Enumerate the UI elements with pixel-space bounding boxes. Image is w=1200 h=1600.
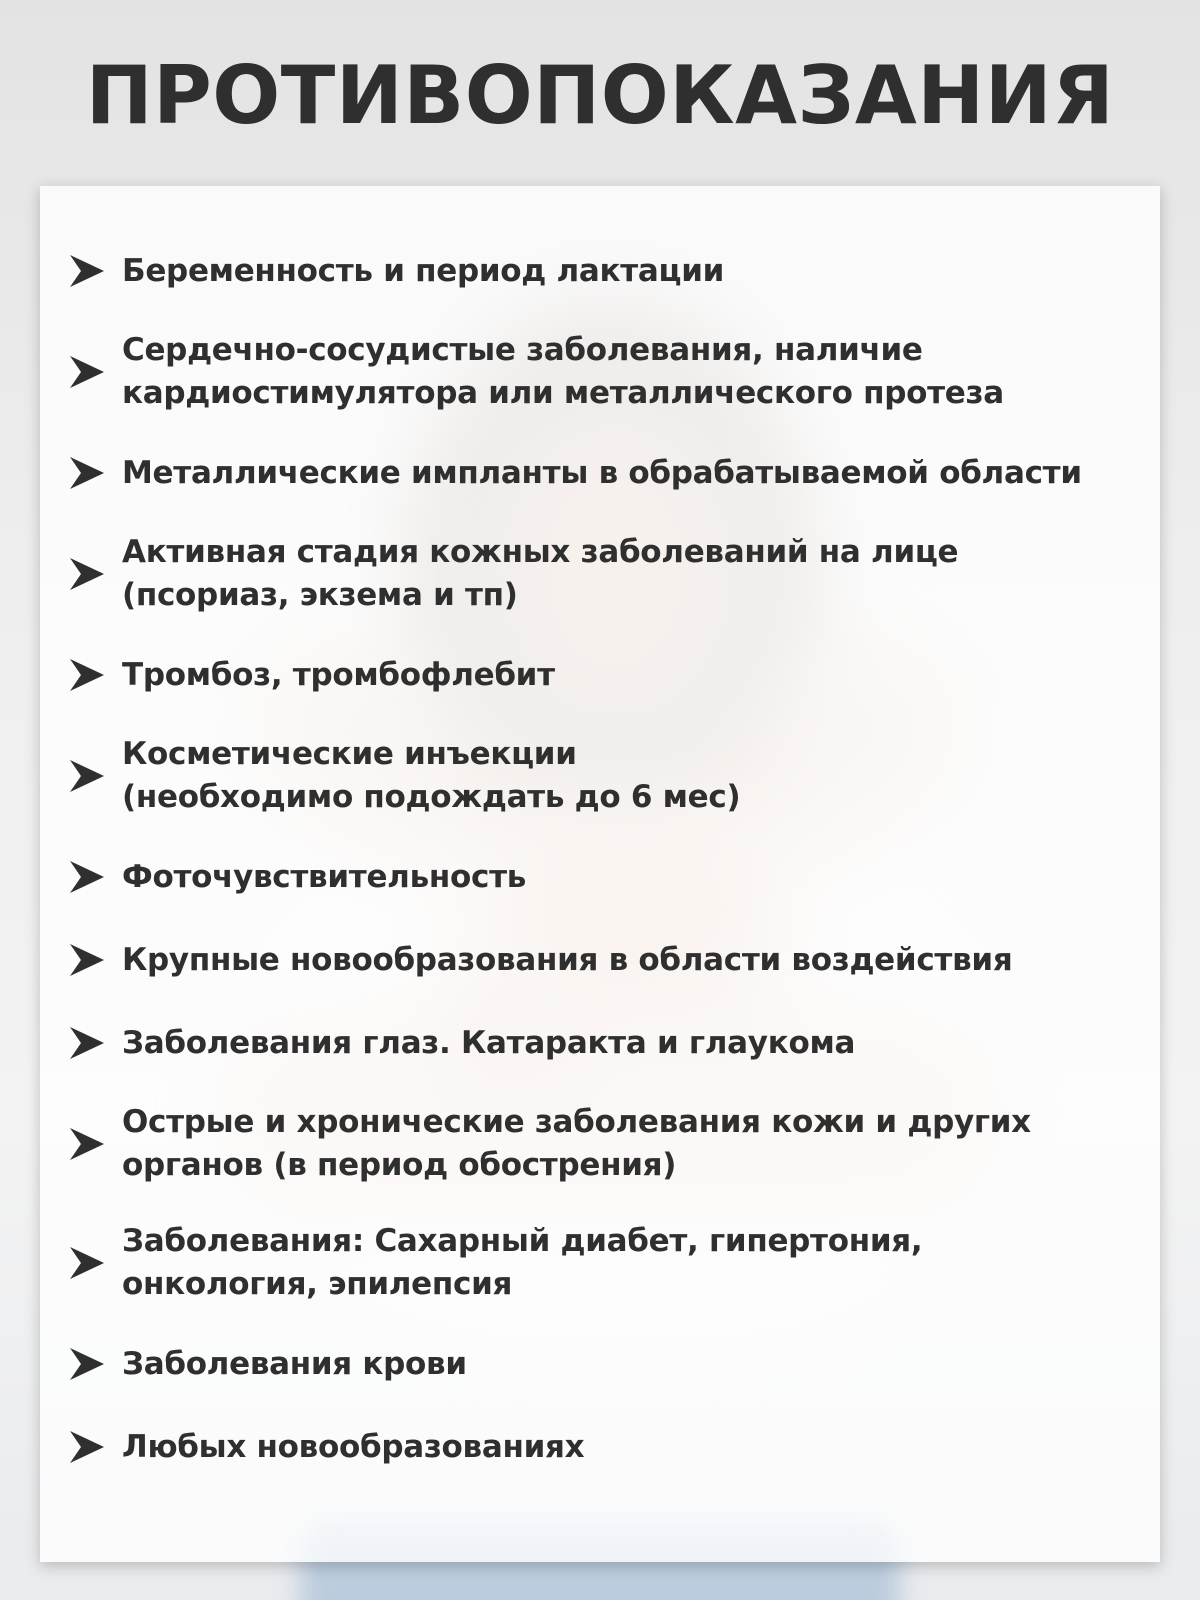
contraindications-card [40, 186, 1160, 1562]
item-text: Заболевания: Сахарный диабет, гипертония, онкология, эпилепсия [122, 1223, 923, 1302]
item-text: Сердечно-сосудистые заболевания, наличие кардиостимулятора или металлического протеза [122, 332, 1004, 411]
item-text: Тромбоз, тромбофлебит [122, 656, 555, 693]
item-text: Заболевания глаз. Катаракта и глаукома [122, 1024, 856, 1061]
arrow-bullet-icon [68, 859, 122, 895]
item-text: Фоточувствительность [122, 858, 527, 895]
arrow-bullet-icon [68, 354, 122, 390]
item-text: Заболевания крови [122, 1345, 467, 1382]
list-item [68, 448, 1154, 498]
item-text: Металлические импланты в обрабатываемой области [122, 454, 1082, 491]
item-text: Крупные новообразования в области воздействия [122, 941, 1013, 978]
arrow-bullet-icon [68, 1346, 122, 1382]
list-item [68, 852, 1154, 902]
item-text: Косметические инъекции (необходимо подождать до 6 мес) [122, 736, 741, 815]
list-item [68, 650, 1154, 700]
arrow-bullet-icon [68, 556, 122, 592]
item-text: Активная стадия кожных заболеваний на лице (псориаз, экзема и тп) [122, 534, 959, 613]
arrow-bullet-icon [68, 1126, 122, 1162]
list-item [68, 1018, 1154, 1068]
item-text: Беременность и период лактации [122, 252, 725, 289]
list-item [68, 935, 1154, 985]
arrow-bullet-icon [68, 1025, 122, 1061]
list-item [68, 1422, 1154, 1472]
list-item [68, 329, 1154, 415]
arrow-bullet-icon [68, 1429, 122, 1465]
arrow-bullet-icon [68, 455, 122, 491]
list-item [68, 1339, 1154, 1389]
arrow-bullet-icon [68, 1245, 122, 1281]
arrow-bullet-icon [68, 942, 122, 978]
page-title: ПРОТИВОПОКАЗАНИЯ [85, 49, 1115, 142]
list-item [68, 733, 1154, 819]
contraindications-list [68, 246, 1154, 1505]
list-item [68, 246, 1154, 296]
list-item [68, 1220, 1154, 1306]
list-item [68, 531, 1154, 617]
item-text: Любых новообразованиях [122, 1428, 585, 1465]
arrow-bullet-icon [68, 253, 122, 289]
arrow-bullet-icon [68, 657, 122, 693]
list-item [68, 1101, 1154, 1187]
item-text: Острые и хронические заболевания кожи и других органов (в период обострения) [122, 1104, 1031, 1183]
arrow-bullet-icon [68, 758, 122, 794]
